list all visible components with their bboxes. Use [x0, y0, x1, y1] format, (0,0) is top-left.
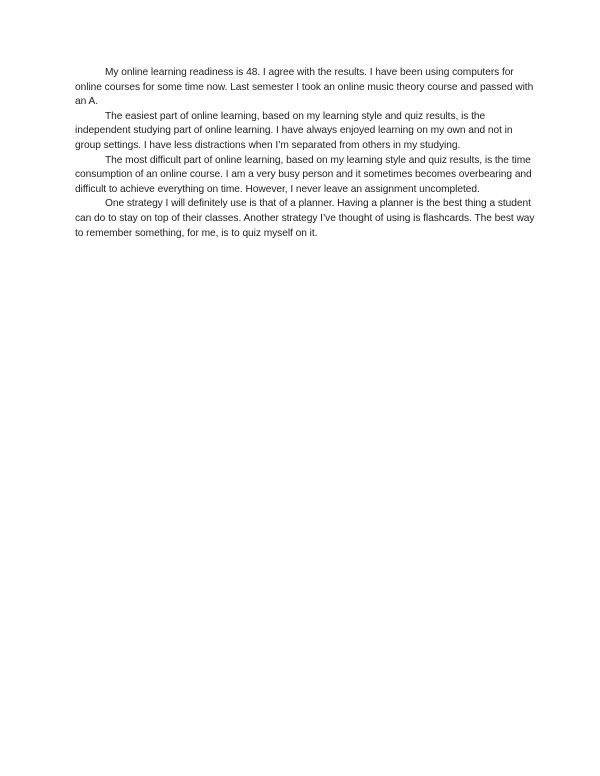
paragraph-readiness: My online learning readiness is 48. I agree with the results. I have been using computers for online courses for some time now. Last semester I took an online music theory course and passed with an A. [75, 67, 534, 108]
document-body [75, 66, 535, 241]
paragraph-most-difficult-part: The most difficult part of online learning, based on my learning style and quiz results, is the time consumption of an online course. I am a very busy person and it sometimes becomes overbearing and difficult to achieve everything on time. However, I never leave an assignment uncompleted. [75, 154, 532, 195]
paragraph-easiest-part: The easiest part of online learning, based on my learning style and quiz results, is the independent studying part of online learning. I have always enjoyed learning on my own and not in group settings. I have less distractions when I’m separated from others in my studying. [75, 110, 513, 151]
paragraph-strategies: One strategy I will definitely use is that of a planner. Having a planner is the best thing a student can do to stay on top of their classes. Another strategy I’ve thought of using is flashcards. The best way to remember something, for me, is to quiz myself on it. [75, 198, 535, 239]
